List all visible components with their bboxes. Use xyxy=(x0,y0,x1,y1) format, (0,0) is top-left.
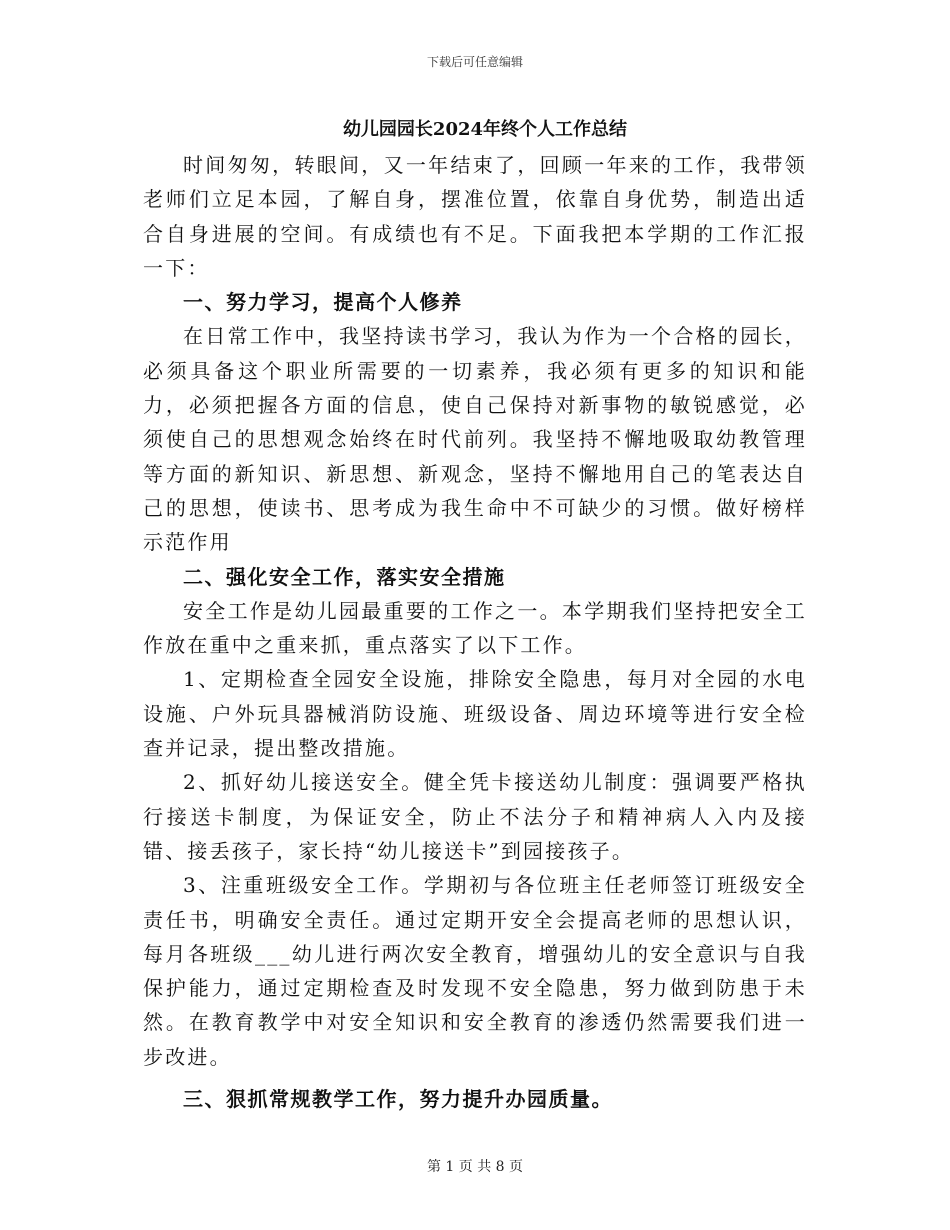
paragraph-safety-item-3: 3、注重班级安全工作。学期初与各位班主任老师签订班级安全责任书，明确安全责任。通过定期开安全会提高老师的思想认识，每月各班级___幼儿进行两次安全教育，增强幼儿的安全意识与自我保护能力，通过定期检查及时发现不安全隐患，努力做到防患于未然。在教育教学中对安全知识和安全教育的渗透仍然需要我们进一步改进。 xyxy=(143,873,807,1069)
paragraph-safety-intro: 安全工作是幼儿园最重要的工作之一。本学期我们坚持把安全工作放在重中之重来抓，重点落实了以下工作。 xyxy=(143,598,807,658)
section-heading-1: 一、努力学习，提高个人修养 xyxy=(183,290,463,315)
paragraph-intro: 时间匆匆，转眼间，又一年结束了，回顾一年来的工作，我带领老师们立足本园，了解自身，摆准位置，依靠自身优势，制造出适合自身进展的空间。有成绩也有不足。下面我把本学期的工作汇报一下： xyxy=(143,153,807,280)
paragraph-safety-item-1: 1、定期检查全园安全设施，排除安全隐患，每月对全园的水电设施、户外玩具器械消防设施、班级设备、周边环境等进行安全检查并记录，提出整改措施。 xyxy=(143,667,807,761)
section-heading-3: 三、狠抓常规教学工作，努力提升办园质量。 xyxy=(183,1087,613,1112)
document-title: 幼儿园园长2024年终个人工作总结 xyxy=(342,119,628,140)
paragraph-study: 在日常工作中，我坚持读书学习，我认为作为一个合格的园长，必须具备这个职业所需要的一切素养，我必须有更多的知识和能力，必须把握各方面的信息，使自己保持对新事物的敏锐感觉，必须使自己的思想观念始终在时代前列。我坚持不懈地吸取幼教管理等方面的新知识、新思想、新观念，坚持不懈地用自己的笔表达自己的思想，使读书、思考成为我生命中不可缺少的习惯。做好榜样示范作用 xyxy=(143,324,807,555)
page-footer: 第 1 页 共 8 页 xyxy=(426,1159,524,1175)
header-note: 下载后可任意编辑 xyxy=(426,55,523,69)
document-body xyxy=(143,112,807,1116)
paragraph-safety-item-2: 2、抓好幼儿接送安全。健全凭卡接送幼儿制度：强调要严格执行接送卡制度，为保证安全，防止不法分子和精神病人入内及接错、接丢孩子，家长持“幼儿接送卡”到园接孩子。 xyxy=(143,770,807,863)
section-heading-2: 二、强化安全工作，落实安全措施 xyxy=(183,564,506,589)
